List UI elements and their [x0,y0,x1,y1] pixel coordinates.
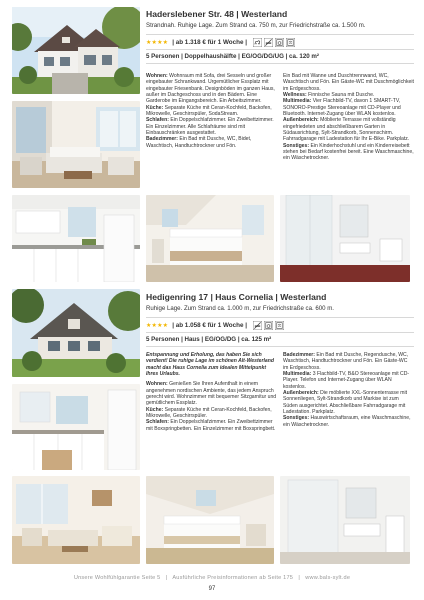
paragraph-sleeping: Schlafen: Ein Doppelschlafzimmer. Ein Zweibettzimmer. Ein Einzelzimmer. Alle Schlafräume sind mit Einbauschränken ausgestattet. [146,117,274,137]
paragraph-outdoor: Außenbereich: Möblierte Terrasse mit vollständig eingefriedeten und abschließbarem Garten in Südausrichtung, Sylt-Strandkorb, Sonnenschirm. Fahrradgarage mit Ladestation für Ihr E-Bike. Parkplatz. [283,117,410,143]
paragraph-outdoor: Außenbereich: Die möblierte XXL-Sonnenterrasse mit Sonnenliegen, Sylt-Strandkorb und Markise ist zum Süden ausgerichtet. Abschließbare Fahrradgarage mit Ladestation. Parkplatz. [283,390,408,416]
bedroom-photo-1 [146,195,274,282]
description-left-column [146,73,277,162]
listing-1 [146,9,414,64]
dog-icon [253,38,262,47]
page-footer: Unsere Wohlfühlgarantie Seite 5 | Ausführliche Preisinformationen ab Seite 175 | www.bals-sylt.de [73,575,351,581]
washing-machine-icon [275,38,284,47]
paragraph-intro: Entspannung und Erholung, das haben Sie sich verdient! Die ruhige Lage im schönen Alt-Westerland macht das Haus Cornelia zum idealen Mittelpunkt Ihres Urlaubs. [146,352,274,378]
paragraph-misc: Sonstiges: Ein Kinderhochstuhl und ein Kinderreisebett stehen bei Bedarf kostenfrei bereit. Eine Waschmaschine, ein Wäschetrockner. [283,142,414,162]
paragraph-living: Wohnen: Wohnraum mit Sofa, drei Sesseln und großer eingebauter Schrankwand. Urgemütlicher Essplatz mit eingebauter Friesenbank. Designböden im ganzen Haus, außer im Dachgeschoss und in den Bädern. Eine Garderobe im Eingangsbereich. Ein Arbeitszimmer. [146,73,275,105]
paragraph-bathroom: Badezimmer: Ein Bad mit Dusche, Regendusche, WC, Waschtisch, Handtuchtrockner und Fön. Ein Gäste-WC im Erdgeschoss. [283,352,409,371]
paragraph-living: Wohnen: Genießen Sie Ihren Aufenthalt in einem angenehmen nordischen Ambiente, das jedem Anspruch gerecht wird. Wohnzimmer mit bequemer Sitzgarnitur und gemütlichem Essplatz. [146,381,277,407]
washing-machine-icon [264,321,273,330]
rating-stars: ★★★★ [146,321,169,329]
persons-info: 5 Personen | Haus | EG/OG/DG | ca. 125 m² [146,336,414,347]
paragraph-bathroom: Badezimmer: Ein Bad mit Dusche, WC, Bidet, Waschtisch, Handtuchtrockner und Fön. [146,136,252,149]
paragraph-multimedia: Multimedia: Vier Flachbild-TV, davon 1 SMART-TV, SONORO-Prestige Stereoanlage mit CD-Player und Bluetooth. Internet-Zugang über WLAN kostenlos. [283,98,401,118]
dryer-icon [286,38,295,47]
kitchen-photo-1 [12,195,140,282]
listing-2 [146,292,414,347]
paragraph-wellness: Wellness: Finnische Sauna mit Dusche. [283,92,375,99]
house-exterior-photo-2 [12,289,140,377]
paragraph-kitchen: Küche: Separate Küche mit Ceran-Kochfeld, Backofen, Mikrowelle, Geschirrspüler, SodaStream. [146,104,272,118]
living-room-photo-1 [12,101,140,188]
listing-2-description [146,352,414,432]
listing-subtitle: Strandnah. Ruhige Lage. Zum Strand ca. 750 m, zur Friedrichstraße ca. 1.500 m. [146,22,366,29]
house-exterior-photo-1 [12,7,140,94]
rating-stars: ★★★★ [146,38,169,46]
bedroom-photo-2 [146,476,274,564]
persons-info: 5 Personen | Doppelhaushälfte | EG/OG/DG/UG | ca. 120 m² [146,53,414,64]
bathroom-photo-1 [280,195,410,282]
page-number: 97 [208,586,216,592]
no-smoking-icon [264,38,273,47]
paragraph-kitchen: Küche: Separate Küche mit Ceran-Kochfeld, Backofen, Mikrowelle, Geschirrspüler. [146,406,272,420]
description-right-column [283,352,414,432]
no-smoking-icon [253,321,262,330]
price-row [146,34,414,50]
living-room-photo-2 [12,476,140,564]
price-label: | ab 1.058 € für 1 Woche | [172,321,248,329]
listing-1-description [146,73,414,162]
price-label: | ab 1.318 € für 1 Woche | [172,38,248,46]
price-row [146,317,414,333]
listing-title: Haderslebener Str. 48 | Westerland [146,9,288,19]
bathroom-photo-2 [280,476,410,564]
paragraph-multimedia: Multimedia: 3 Flachbild-TV, B&O Stereoanlage mit CD-Player. Telefon und Internet-Zugang über WLAN kostenlos. [283,371,410,390]
listing-title: Hedigenring 17 | Haus Cornelia | Westerland [146,292,327,302]
description-right-column [283,73,414,162]
description-left-column [146,352,277,432]
dryer-icon [275,321,284,330]
listing-subtitle: Ruhige Lage. Zum Strand ca. 1.000 m, zur Friedrichstraße ca. 600 m. [146,305,334,312]
kitchen-photo-2 [12,384,140,470]
paragraph-bathroom-cont: Ein Bad mit Wanne und Duschtrennwand, WC, Waschtisch und Fön. Ein Gäste-WC mit Duschmöglichkeit im Erdgeschoss. [283,73,414,92]
paragraph-misc: Sonstiges: Hauswirtschaftsraum, eine Waschmaschine, ein Wäschetrockner. [283,415,411,428]
paragraph-sleeping: Schlafen: Ein Doppelschlafzimmer. Ein Zweibettzimmer mit Boxspringbetten. Ein Einzelzimmer mit Boxspringbett. [146,419,276,432]
